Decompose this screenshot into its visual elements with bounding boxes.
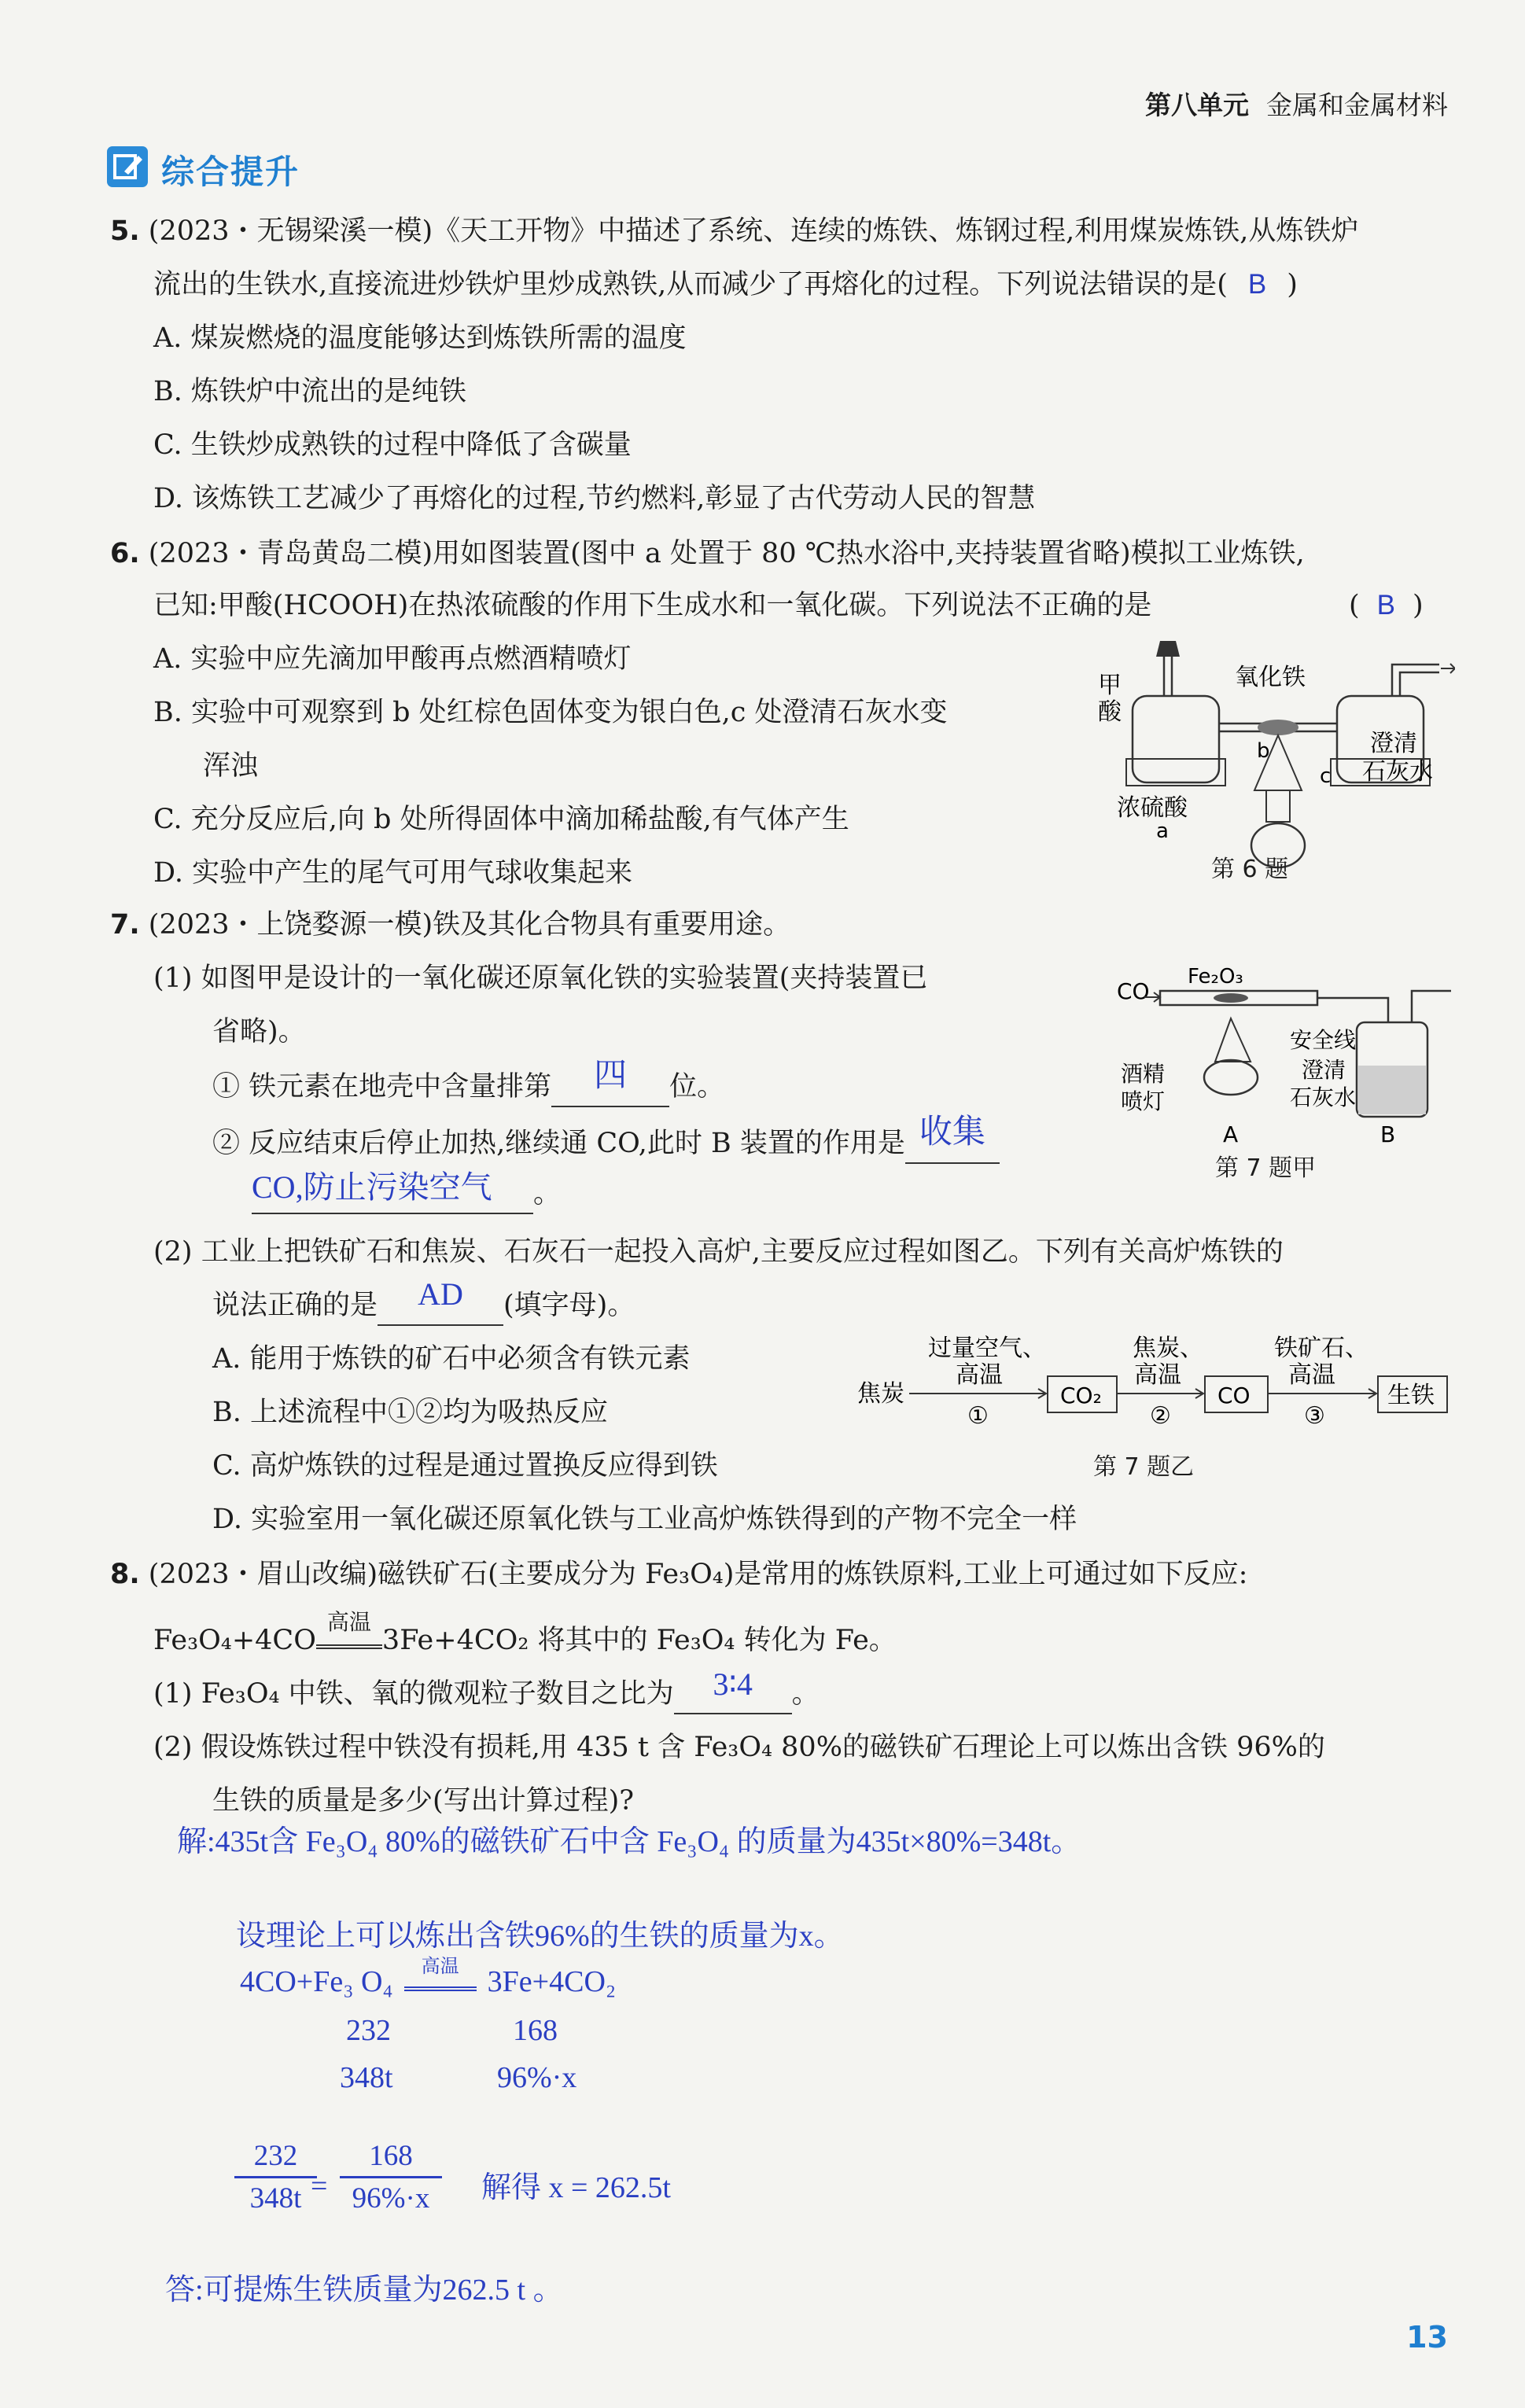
pencil-icon — [107, 146, 148, 187]
fig7a-label-a: A — [1223, 1121, 1239, 1147]
q7-option-d: D. 实验室用一氧化碳还原氧化铁与工业高炉炼铁得到的产物不完全一样 — [212, 1504, 1077, 1535]
q8-part1-answer: 3∶4 — [713, 1666, 753, 1702]
q7-apparatus-figure — [1113, 959, 1451, 1148]
fig6-label-jia: 甲 — [1098, 672, 1122, 699]
q5-answer: B — [1247, 269, 1267, 300]
flow-cond1b: 高温 — [956, 1361, 1003, 1389]
solution-equation: 4CO+Fe₃ O₄ 高温 3Fe+4CO₂ — [240, 1957, 617, 1998]
q7-number: 7. — [110, 909, 140, 941]
q5-option-c: C. 生铁炒成熟铁的过程中降低了含碳量 — [153, 429, 632, 461]
q5-option-d: D. 该炼铁工艺减少了再熔化的过程,节约燃料,彰显了古代劳动人民的智慧 — [153, 483, 1036, 514]
q6-option-d: D. 实验中产生的尾气可用气球收集起来 — [153, 857, 633, 889]
q7-line1: 7. (2023・上饶婺源一模)铁及其化合物具有重要用途。 — [110, 909, 791, 941]
molar-mass-fe3o4: 232 — [346, 2014, 391, 2047]
flow-step3: ③ — [1304, 1402, 1325, 1430]
topic-label: 金属和金属材料 — [1266, 90, 1448, 120]
q8-equation-condition: 高温 — [316, 1627, 382, 1649]
fig7a-label-co: CO — [1117, 978, 1150, 1004]
fig7a-label-lamp2: 喷灯 — [1121, 1088, 1166, 1114]
flow-box-co2: CO₂ — [1060, 1383, 1102, 1408]
q6-option-a: A. 实验中应先滴加甲酸再点燃酒精喷灯 — [153, 643, 632, 675]
page-number: 13 — [1406, 2320, 1448, 2355]
q7-part1-line1: (1) 如图甲是设计的一氧化碳还原氧化铁的实验装置(夹持装置已 — [153, 963, 928, 994]
q7-sub2-answer-part1: 收集 — [919, 1114, 985, 1151]
q7-figure-jia-caption: 第 7 题甲 — [1215, 1154, 1317, 1182]
unit-label: 第八单元 — [1145, 90, 1249, 120]
q7-option-b: B. 上述流程中①②均为吸热反应 — [212, 1397, 608, 1428]
final-answer: 答:可提炼生铁质量为262.5 t 。 — [165, 2274, 563, 2307]
q8-equation: Fe₃O₄+4CO 高温 3Fe+4CO₂ 将其中的 Fe₃O₄ 转化为 Fe。 — [153, 1609, 897, 1656]
q8-line1: 8. (2023・眉山改编)磁铁矿石(主要成分为 Fe₃O₄)是常用的炼铁原料,工业上可通过如下反应: — [110, 1559, 1248, 1590]
q7-sub1-answer: 四 — [594, 1058, 628, 1094]
solution-result: 解得 x = 262.5t — [481, 2171, 671, 2204]
q5-line2: 流出的生铁水,直接流进炒铁炉里炒成熟铁,从而减少了再熔化的过程。下列说法错误的是( B ) — [153, 269, 1298, 300]
q7-option-c: C. 高炉炼铁的过程是通过置换反应得到铁 — [212, 1450, 718, 1482]
q6-line1: 6. (2023・青岛黄岛二模)用如图装置(图中 a 处置于 80 ℃热水浴中,夹持装置省略)模拟工业炼铁, — [110, 538, 1305, 569]
q6-option-b-line2: 浑浊 — [203, 750, 259, 782]
q6-apparatus-figure — [1077, 641, 1455, 885]
fig7a-label-lime1: 澄清 — [1302, 1057, 1346, 1083]
q7-part2-answer: AD — [418, 1276, 463, 1312]
fig6-label-acid: 浓硫酸 — [1117, 794, 1188, 822]
fig6-label-c: c — [1320, 764, 1332, 788]
flow-cond3a: 铁矿石、 — [1274, 1335, 1368, 1362]
fig6-label-suan: 酸 — [1098, 698, 1122, 726]
fig7a-label-lamp1: 酒精 — [1121, 1061, 1166, 1087]
solution-equation-condition: 高温 — [404, 1969, 477, 1991]
solution-line1: 解:435t含 Fe₃O₄ 80%的磁铁矿石中含 Fe₃O₄ 的质量为435t×80%=348t。 — [177, 1825, 1081, 1858]
unknown-mass: 96%·x — [497, 2061, 577, 2094]
q7-part1-line2: 省略)。 — [212, 1016, 306, 1048]
fraction-equals: = — [311, 2170, 328, 2203]
fraction-left: 232 348t — [234, 2139, 317, 2215]
q7-part2-line2: 说法正确的是 AD (填字母)。 — [212, 1287, 635, 1326]
molar-mass-fe: 168 — [513, 2014, 558, 2047]
flow-box-iron: 生铁 — [1387, 1382, 1435, 1409]
section-title: 综合提升 — [161, 153, 300, 191]
q7-sub2: ② 反应结束后停止加热,继续通 CO,此时 B 装置的作用是 收集 — [212, 1125, 1000, 1164]
q5-line1: 5. (2023・无锡梁溪一模)《天工开物》中描述了系统、连续的炼铁、炼钢过程,利用煤炭炼铁,从炼铁炉 — [110, 215, 1359, 247]
flow-box-co: CO — [1217, 1383, 1251, 1408]
q5-number: 5. — [110, 215, 140, 247]
solution-line2: 设理论上可以炼出含铁96%的生铁的质量为x。 — [236, 1920, 844, 1953]
q8-number: 8. — [110, 1559, 140, 1590]
q6-line2: 已知:甲酸(HCOOH)在热浓硫酸的作用下生成水和一氧化碳。下列说法不正确的是 — [153, 590, 1152, 621]
q7-part2-line1: (2) 工业上把铁矿石和焦炭、石灰石一起投入高炉,主要反应过程如图乙。下列有关高炉炼铁的 — [153, 1236, 1284, 1268]
q7-option-a: A. 能用于炼铁的矿石中必须含有铁元素 — [212, 1343, 691, 1375]
q8-part2-line1: (2) 假设炼铁过程中铁没有损耗,用 435 t 含 Fe₃O₄ 80%的磁铁矿石理论上可以炼出含铁 96%的 — [153, 1732, 1325, 1763]
flow-start: 焦炭 — [857, 1380, 904, 1408]
fig7a-label-lime2: 石灰水 — [1290, 1084, 1357, 1110]
fig6-label-b: b — [1257, 739, 1270, 763]
fig6-label-limewater2: 石灰水 — [1362, 758, 1433, 786]
fig7a-label-b: B — [1380, 1121, 1396, 1147]
q8-part1: (1) Fe₃O₄ 中铁、氧的微观粒子数目之比为 3∶4 。 — [153, 1675, 820, 1714]
q6-number: 6. — [110, 538, 140, 569]
q8-part2-line2: 生铁的质量是多少(写出计算过程)? — [212, 1785, 635, 1817]
q7-sub2-answer-part2: CO,防止污染空气 — [252, 1169, 492, 1205]
fig6-label-a: a — [1156, 819, 1169, 843]
flow-cond3b: 高温 — [1288, 1361, 1335, 1389]
flow-step2: ② — [1150, 1402, 1171, 1430]
q5-option-a: A. 煤炭燃烧的温度能够达到炼铁所需的温度 — [153, 322, 687, 354]
fig7a-label-fe2o3: Fe₂O₃ — [1188, 965, 1243, 989]
q5-option-b: B. 炼铁炉中流出的是纯铁 — [153, 376, 466, 407]
flow-cond2a: 焦炭、 — [1133, 1335, 1203, 1362]
q6-option-b-line1: B. 实验中可观察到 b 处红棕色固体变为银白色,c 处澄清石灰水变 — [153, 697, 948, 728]
fig6-label-oxide: 氧化铁 — [1235, 664, 1306, 691]
q7-sub1: ① 铁元素在地壳中含量排第 四 位。 — [212, 1068, 724, 1107]
q6-answer: B — [1376, 590, 1396, 620]
fig7a-label-safety: 安全线 — [1290, 1027, 1357, 1053]
q6-option-c: C. 充分反应后,向 b 处所得固体中滴加稀盐酸,有气体产生 — [153, 804, 849, 835]
q7-figure-yi-caption: 第 7 题乙 — [1093, 1453, 1195, 1481]
page-header — [1145, 85, 1448, 122]
q6-figure-caption: 第 6 题 — [1211, 856, 1289, 883]
q7-sub2-line2: CO,防止污染空气 。 — [252, 1175, 561, 1214]
fraction-right: 168 96%·x — [340, 2139, 442, 2215]
q7-flow-figure — [857, 1329, 1455, 1447]
flow-cond1a: 过量空气、 — [928, 1335, 1046, 1362]
flow-step1: ① — [967, 1402, 989, 1430]
q6-answer-bracket: ( B ) — [1349, 590, 1424, 621]
flow-cond2b: 高温 — [1134, 1361, 1181, 1389]
known-mass: 348t — [340, 2061, 393, 2094]
fig6-label-limewater1: 澄清 — [1370, 730, 1417, 757]
